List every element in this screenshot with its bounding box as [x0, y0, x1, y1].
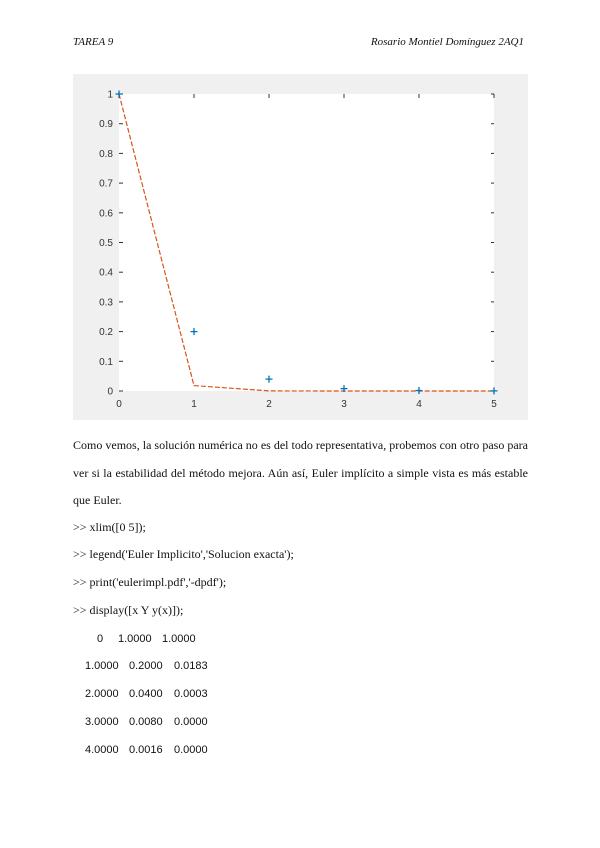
output-cell: 0.0000 [174, 716, 208, 728]
x-tick-label: 3 [341, 399, 347, 410]
output-cell: 1.0000 [118, 633, 152, 645]
y-tick-label: 0 [107, 386, 113, 398]
chart [73, 74, 528, 420]
command-line: >> xlim([0 5]); [73, 520, 146, 534]
y-tick-label: 0.9 [99, 119, 113, 131]
y-tick-label: 0.5 [99, 238, 113, 249]
output-cell: 3.0000 [85, 716, 119, 728]
y-tick-label: 1 [107, 89, 113, 101]
command-line: >> display([x Y y(x)]); [73, 603, 184, 617]
output-cell: 0.0000 [174, 744, 208, 756]
x-tick-label: 4 [416, 399, 422, 410]
x-tick-label: 5 [491, 399, 497, 410]
chart-figure [73, 74, 528, 420]
x-tick-label: 2 [266, 399, 272, 410]
header-left: TAREA 9 [73, 36, 114, 48]
command-line: >> legend('Euler Implicito','Solucion exacta'); [73, 547, 294, 561]
output-cell: 0.0400 [129, 688, 163, 700]
y-tick-label: 0.3 [99, 297, 113, 309]
output-cell: 0.0183 [174, 660, 208, 672]
output-cell: 0 [97, 633, 104, 645]
y-tick-label: 0.1 [99, 356, 113, 368]
y-tick-label: 0.7 [99, 178, 113, 190]
y-tick-label: 0.2 [99, 327, 113, 339]
output-cell: 0.0016 [129, 744, 163, 756]
y-tick-label: 0.4 [99, 267, 113, 279]
output-cell: 0.2000 [129, 660, 163, 672]
y-tick-label: 0.8 [99, 148, 113, 160]
command-line: >> print('eulerimpl.pdf','-dpdf'); [73, 575, 227, 589]
output-cell: 1.0000 [85, 660, 119, 672]
x-tick-label: 1 [191, 399, 197, 410]
body-paragraph: Como vemos, la solución numérica no es del todo representativa, probemos con otro paso para ver si la estabilidad del método mejora. Aún así, Euler implícito a simple vista es más estable que Euler. [73, 438, 528, 507]
output-cell: 0.0003 [174, 688, 208, 700]
x-tick-label: 0 [116, 399, 122, 410]
output-cell: 1.0000 [162, 633, 196, 645]
header-right: Rosario Montiel Domínguez 2AQ1 [370, 36, 524, 48]
output-cell: 2.0000 [85, 688, 119, 700]
output-cell: 0.0080 [129, 716, 163, 728]
plot-area [119, 94, 494, 391]
output-cell: 4.0000 [85, 744, 119, 756]
y-tick-label: 0.6 [99, 208, 113, 220]
